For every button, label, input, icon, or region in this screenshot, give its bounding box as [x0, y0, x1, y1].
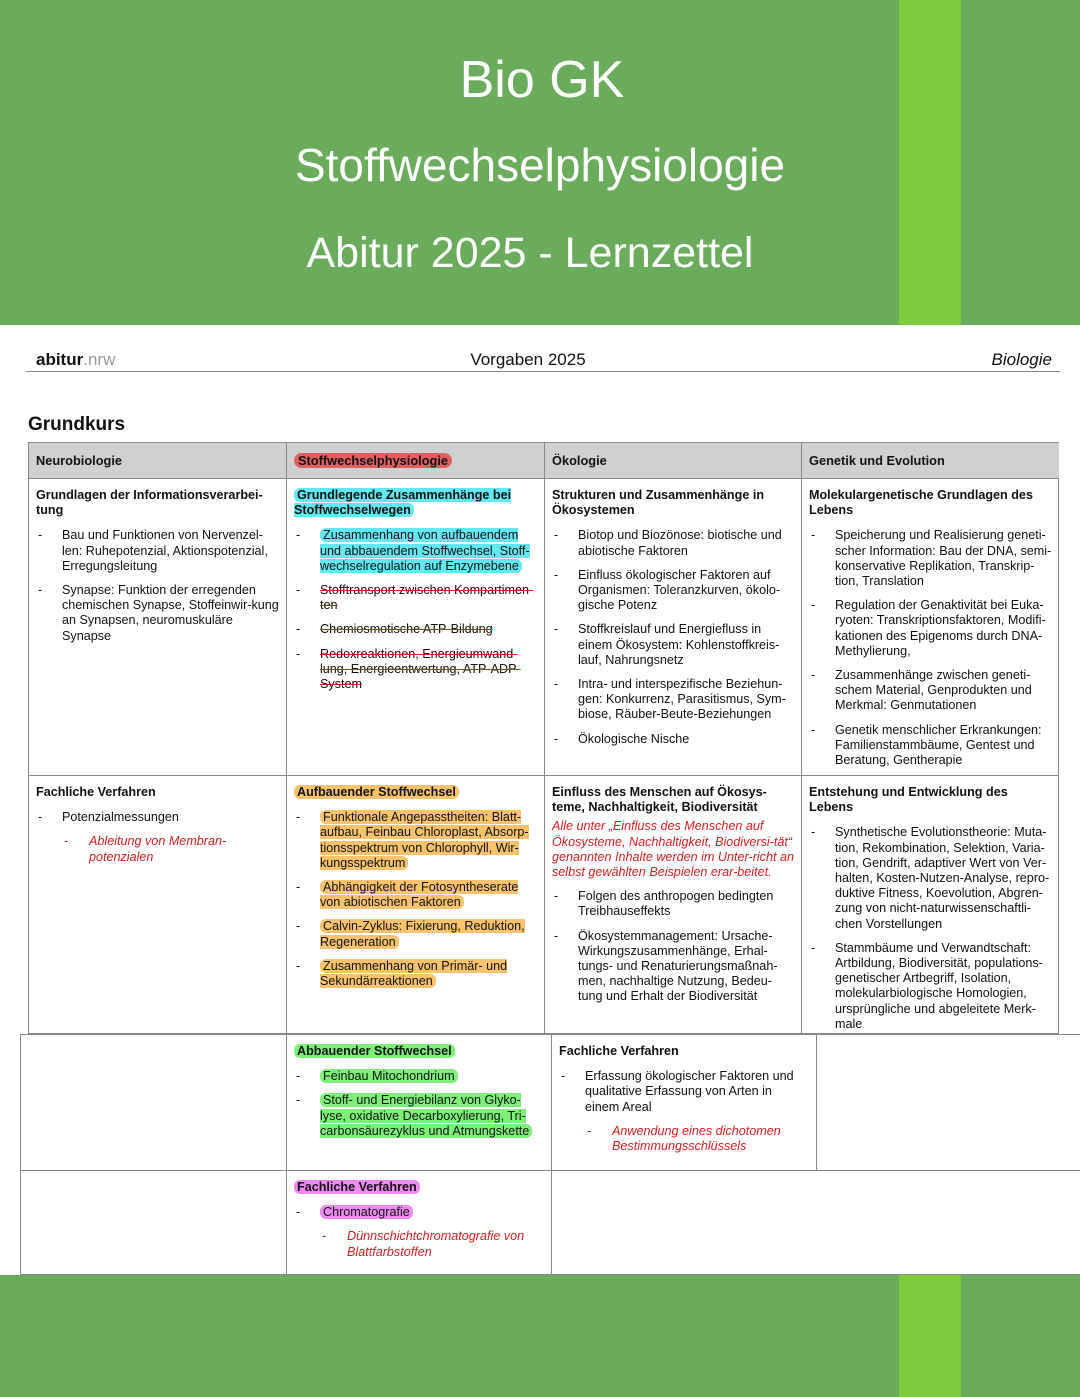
- sub-list-item: - Ableitung von Membran-potenzialen: [36, 834, 279, 864]
- header-subject: Biologie: [991, 350, 1052, 369]
- curriculum-table: [28, 442, 1059, 1034]
- list-item-struck: - Chemiosmotische ATP-Bildung: [294, 622, 537, 637]
- list-item-struck: - Redoxreaktionen, Energieumwand-lung, Energieentwertung, ATP-ADP-System: [294, 647, 537, 693]
- list-item: - Speicherung und Realisierung geneti-scher Information: Bau der DNA, semi-konservative Replikation, Transkrip-tion, Translation: [809, 528, 1052, 589]
- cell-r2-genetik: Entstehung und Entwicklung des Lebens - Synthetische Evolutionstheorie: Muta-tion, Rekombination, Selektion, Varia-tion, Gendrift, adaptiver Wert von Ver-halten, Kosten-Nutzen-Analyse, repro-duktive Fitness, Koevolution, Abgren-zung von nicht-naturwissenschaftli-chen Vorstellungen - Stammbäume und Verwandtschaft: Artbildung, Biodiversität, populations-genetischer Artbegriff, Isolation, molekularbiologische Homologien, ursprüngliche und abgeleitete Merk-male: [802, 776, 1059, 1034]
- cell-r3-oekologie: Fachliche Verfahren - Erfassung ökologischer Faktoren und qualitative Erfassung von Arten in einem Areal - Anwendung eines dichotomen Bestimmungsschlüssels: [552, 1035, 817, 1171]
- cell-r1-stoffwechsel: Grundlegende Zusammenhänge bei Stoffwechselwegen - Zusammenhang von aufbauendem und abbauendem Stoffwechsel, Stoff-wechselregulation auf Enzymebene - Stofftransport zwischen Kompartimen-ten - Chemiosmotische ATP-Bildung - Redoxreaktionen, Energieumwand-lung, Energieentwertung, ATP-ADP-System: [287, 479, 545, 776]
- cell-r4-stoffwechsel: Fachliche Verfahren - Chromatografie - Dünnschichtchromatografie von Blattfarbstoffen: [287, 1171, 552, 1275]
- banner-line3: Abitur 2025 - Lernzettel: [306, 229, 754, 277]
- list-item: - Calvin-Zyklus: Fixierung, Reduktion, Regeneration: [294, 919, 537, 949]
- header-center: Vorgaben 2025: [470, 350, 586, 369]
- cell-r3-empty-1: [21, 1035, 287, 1171]
- list-item: - Erfassung ökologischer Faktoren und qualitative Erfassung von Arten in einem Areal: [559, 1069, 809, 1115]
- cell-r3-empty-4: [817, 1035, 1080, 1171]
- teaching-note: Alle unter „Einfluss des Menschen auf Ökosysteme, Nachhaltigkeit, Biodiversi-tät“ genannten Inhalte werden im Unter-richt an selbst gewählten Beispielen erar-beitet.: [552, 819, 794, 880]
- list-item-struck: - Stofftransport zwischen Kompartimen-ten: [294, 583, 537, 613]
- bottom-accent-stripe: [899, 1275, 961, 1397]
- list-item: - Regulation der Genaktivität bei Euka-ryoten: Transkriptionsfaktoren, Modifi-kationen des Epigenoms durch DNA-Methylierung,: [809, 598, 1052, 659]
- list-item: - Intra- und interspezifische Beziehun-gen: Konkurrenz, Parasitismus, Sym-biose, Räuber-Beute-Beziehungen: [552, 677, 794, 723]
- list-item: - Folgen des anthropogen bedingten Treibhauseffekts: [552, 889, 794, 919]
- list-item: - Ökosystemmanagement: Ursache-Wirkungszusammenhänge, Erhal-tungs- und Renaturierungsmaßnah-men, nachhaltige Nutzung, Bedeu-tung und Erhalt der Biodiversität: [552, 929, 794, 1005]
- sub-list-item: - Dünnschichtchromatografie von Blattfarbstoffen: [294, 1229, 544, 1259]
- list-item: - Ökologische Nische: [552, 732, 794, 747]
- section-title: Grundkurs: [28, 414, 126, 435]
- list-item: - Stammbäume und Verwandtschaft: Artbildung, Biodiversität, populations-genetischer Artbegriff, Isolation, molekularbiologische Homologien, ursprüngliche und abgeleitete Merk-male: [809, 941, 1052, 1032]
- list-item: - Stoffkreislauf und Energiefluss in einem Ökosystem: Kohlenstoffkreis-lauf, Nahrungsnetz: [552, 622, 794, 668]
- list-item: - Zusammenhänge zwischen geneti-schem Material, Genprodukten und Merkmal: Genmutationen: [809, 668, 1052, 714]
- banner-subtitle: Stoffwechselphysiologie: [294, 139, 786, 191]
- document-header: [26, 350, 1060, 372]
- cell-r4-empty-3: [552, 1171, 1080, 1275]
- cell-r2-neurobiologie: Fachliche Verfahren - Potenzialmessungen - Ableitung von Membran-potenzialen: [29, 776, 287, 1034]
- list-item: - Bau und Funktionen von Nervenzel-len: Ruhepotenzial, Aktionspotenzial, Erregungsleitung: [36, 528, 279, 574]
- brand-logo: abitur.nrw: [36, 350, 116, 369]
- list-item: - Zusammenhang von Primär- und Sekundärreaktionen: [294, 959, 537, 989]
- list-item: - Zusammenhang von aufbauendem und abbauendem Stoffwechsel, Stoff-wechselregulation auf Enzymebene: [294, 528, 537, 574]
- col-header-oekologie: Ökologie: [545, 443, 802, 479]
- list-item: - Genetik menschlicher Erkrankungen: Familienstammbäume, Gentest und Beratung, Gentherapie: [809, 723, 1052, 769]
- list-item: - Abhängigkeit der Fotosyntheserate von abiotischen Faktoren: [294, 880, 537, 910]
- cell-r1-oekologie: Strukturen und Zusammenhänge in Ökosystemen - Biotop und Biozönose: biotische und abiotische Faktoren - Einfluss ökologischer Faktoren auf Organismen: Toleranzkurven, ökolo-gische Potenz - Stoffkreislauf und Energiefluss in einem Ökosystem: Kohlenstoffkreis-lauf, Nahrungsnetz - Intra- und interspezifische Beziehun-gen: Konkurrenz, Parasitismus, Sym-biose, Räuber-Beute-Beziehungen - Ökologische Nische: [545, 479, 802, 776]
- col-header-stoffwechsel: Stoffwechselphysiologie: [287, 443, 545, 479]
- sub-list-item: - Anwendung eines dichotomen Bestimmungsschlüssels: [559, 1124, 809, 1154]
- list-item: - Synapse: Funktion der erregenden chemischen Synapse, Stoffeinwir-kung an Synapsen, neuromuskuläre Synapse: [36, 583, 279, 644]
- banner-title: Bio GK: [459, 51, 625, 109]
- cell-r2-stoffwechsel: Aufbauender Stoffwechsel - Funktionale Angepasstheiten: Blatt-aufbau, Feinbau Chloroplast, Absorp-tionsspektrum von Chlorophyll, Wir-kungsspektrum - Abhängigkeit der Fotosyntheserate von abiotischen Faktoren - Calvin-Zyklus: Fixierung, Reduktion, Regeneration - Zusammenhang von Primär- und Sekundärreaktionen: [287, 776, 545, 1034]
- list-item: - Chromatografie: [294, 1205, 544, 1220]
- lower-table: [20, 1034, 1080, 1275]
- list-item: - Stoff- und Energiebilanz von Glyko-lyse, oxidative Decarboxylierung, Tri-carbonsäurezyklus und Atmungskette: [294, 1093, 544, 1139]
- list-item: - Biotop und Biozönose: biotische und abiotische Faktoren: [552, 528, 794, 558]
- list-item: - Einfluss ökologischer Faktoren auf Organismen: Toleranzkurven, ökolo-gische Potenz: [552, 568, 794, 614]
- cell-r3-stoffwechsel: Abbauender Stoffwechsel - Feinbau Mitochondrium - Stoff- und Energiebilanz von Glyko-lyse, oxidative Decarboxylierung, Tri-carbonsäurezyklus und Atmungskette: [287, 1035, 552, 1171]
- cell-r1-neurobiologie: Grundlagen der Informationsverarbei-tung - Bau und Funktionen von Nervenzel-len: Ruhepotenzial, Aktionspotenzial, Erregungsleitung - Synapse: Funktion der erregenden chemischen Synapse, Stoffeinwir-kung an Synapsen, neuromuskuläre Synapse: [29, 479, 287, 776]
- col-header-genetik: Genetik und Evolution: [802, 443, 1059, 479]
- list-item: - Potenzialmessungen: [36, 810, 279, 825]
- list-item: - Synthetische Evolutionstheorie: Muta-tion, Rekombination, Selektion, Varia-tion, Gendrift, adaptiver Wert von Ver-halten, Kosten-Nutzen-Analyse, repro-duktive Fitness, Koevolution, Abgren-zung von nicht-naturwissenschaftli-chen Vorstellungen: [809, 825, 1052, 931]
- cell-r4-empty-1: [21, 1171, 287, 1275]
- col-header-neurobiologie: Neurobiologie: [29, 443, 287, 479]
- list-item: - Funktionale Angepasstheiten: Blatt-aufbau, Feinbau Chloroplast, Absorp-tionsspektrum von Chlorophyll, Wir-kungsspektrum: [294, 810, 537, 871]
- cell-r1-genetik: Molekulargenetische Grundlagen des Lebens - Speicherung und Realisierung geneti-scher Information: Bau der DNA, semi-konservative Replikation, Transkrip-tion, Translation - Regulation der Genaktivität bei Euka-ryoten: Transkriptionsfaktoren, Modifi-kationen des Epigenoms durch DNA-Methylierung, - Zusammenhänge zwischen geneti-schem Material, Genprodukten und Merkmal: Genmutationen - Genetik menschlicher Erkrankungen: Familienstammbäume, Gentest und Beratung, Gentherapie: [802, 479, 1059, 776]
- cell-r2-oekologie: Einfluss des Menschen auf Ökosys-teme, Nachhaltigkeit, Biodiversität Alle unter „Einfluss des Menschen auf Ökosysteme, Nachhaltigkeit, Biodiversi-tät“ genannten Inhalte werden im Unter-richt an selbst gewählten Beispielen erar-beitet. - Folgen des anthropogen bedingten Treibhauseffekts - Ökosystemmanagement: Ursache-Wirkungszusammenhänge, Erhal-tungs- und Renaturierungsmaßnah-men, nachhaltige Nutzung, Bedeu-tung und Erhalt der Biodiversität: [545, 776, 802, 1034]
- list-item: - Feinbau Mitochondrium: [294, 1069, 544, 1084]
